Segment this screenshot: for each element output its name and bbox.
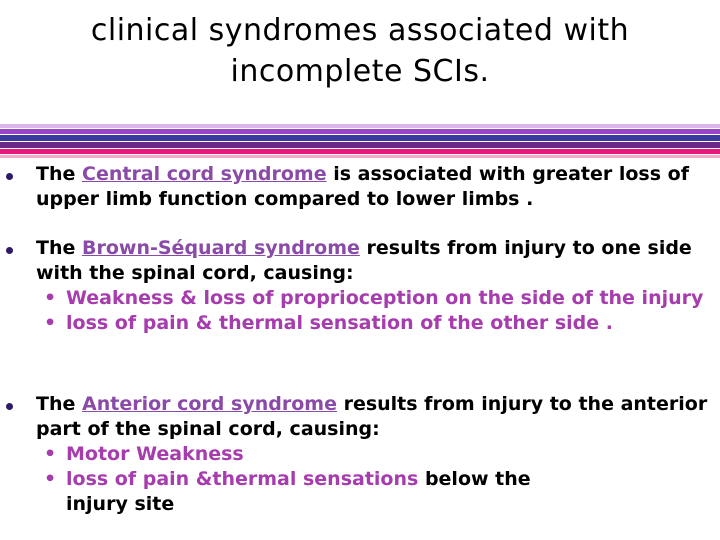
stripe — [0, 142, 720, 148]
sub-item-suffix: below the — [418, 468, 531, 490]
stripe — [0, 124, 720, 128]
bullet-anterior-cord — [36, 392, 712, 517]
central-cord-link[interactable]: Central cord syndrome — [82, 163, 327, 185]
bullet-dot-icon — [6, 173, 13, 180]
bullet-dot-icon — [6, 403, 13, 410]
bullet-brown-sequard — [36, 236, 712, 336]
bullet-prefix: The — [36, 393, 82, 415]
sub-item-text: Motor Weakness — [66, 443, 244, 465]
sub-item-text: loss of pain &thermal sensations — [66, 468, 419, 490]
slide-title — [0, 10, 720, 92]
anterior-cord-link[interactable]: Anterior cord syndrome — [82, 393, 337, 415]
bullet-text: results from injury to one side with the spinal cord, causing: — [36, 237, 692, 284]
stripe — [0, 129, 720, 134]
decorative-stripes — [0, 124, 720, 158]
sub-item-text: Weakness & loss of proprioception on the side of the injury — [66, 287, 704, 309]
bullet-prefix: The — [36, 237, 82, 259]
sub-item — [44, 442, 712, 467]
sub-item-continuation: injury site — [66, 493, 175, 515]
sub-bullet-icon: • — [44, 287, 57, 309]
stripe — [0, 155, 720, 158]
title-line-2: incomplete SCIs. — [230, 54, 490, 89]
sub-item-text: loss of pain & thermal sensation of the other side . — [66, 312, 613, 334]
sub-bullet-icon: • — [44, 468, 57, 490]
brown-sequard-link[interactable]: Brown-Séquard syndrome — [82, 237, 360, 259]
bullet-text: is associated with greater loss of upper limb function compared to lower limbs . — [36, 163, 689, 210]
bullet-text: results from injury to the anterior part of the spinal cord, causing: — [36, 393, 708, 440]
sub-item — [44, 467, 712, 517]
sub-bullet-icon: • — [44, 312, 57, 334]
sub-item — [44, 286, 712, 311]
stripe — [0, 135, 720, 141]
sub-item — [44, 311, 712, 336]
bullet-prefix: The — [36, 163, 82, 185]
sub-bullet-icon: • — [44, 443, 57, 465]
title-line-1: clinical syndromes associated with — [90, 13, 630, 48]
stripe — [0, 149, 720, 154]
bullet-central-cord — [36, 162, 712, 212]
bullet-dot-icon — [6, 247, 13, 254]
